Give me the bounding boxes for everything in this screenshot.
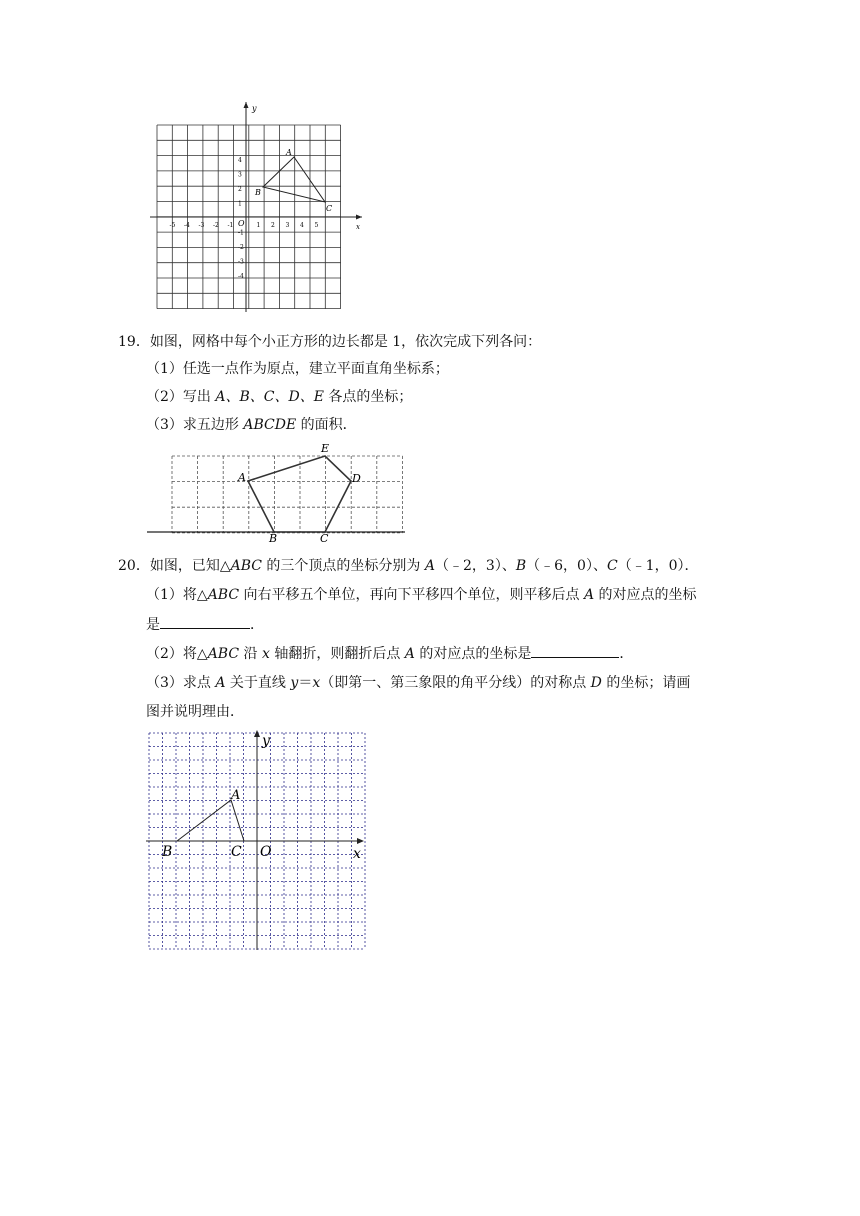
fig1-y-label: y bbox=[252, 104, 257, 113]
q19-part2-points: A、B、C、D、E bbox=[215, 389, 324, 405]
q20-p2-c: 沿 bbox=[239, 646, 262, 662]
q20-stem-f: B bbox=[515, 558, 527, 574]
q20-stem-b: ABC bbox=[230, 558, 262, 574]
q20-part1-cont bbox=[146, 614, 264, 635]
fig1-y-tick: -3 bbox=[238, 258, 244, 266]
q20-y-label: y bbox=[262, 733, 270, 749]
q20-p3-h: D bbox=[590, 675, 602, 691]
q20-stem-a: 如图，已知△ bbox=[149, 558, 231, 574]
q20-answer-blank-2[interactable] bbox=[531, 643, 619, 658]
q20-p1-c: 向右平移五个单位，再向下平移四个单位，则平移后点 bbox=[239, 587, 584, 603]
fig1-x-tick: -2 bbox=[213, 222, 219, 229]
fig1-x-tick: 2 bbox=[271, 222, 275, 229]
q20-label-c: C bbox=[231, 844, 242, 860]
q19-part2-text-a: （2）写出 bbox=[146, 389, 216, 405]
fig1-point-b-label: B bbox=[255, 188, 261, 197]
q19-part3-text-c: 的面积． bbox=[296, 417, 357, 433]
fig1-y-tick: -2 bbox=[238, 244, 244, 251]
q20-p3-f: x bbox=[312, 675, 321, 691]
fig1-x-tick: -1 bbox=[227, 222, 234, 229]
fig1-y-tick: -4 bbox=[238, 273, 244, 280]
q20-p3-b: A bbox=[215, 675, 226, 691]
fig1-point-c-label: C bbox=[326, 204, 333, 213]
q19-label-c: C bbox=[320, 532, 329, 544]
q19-label-b: B bbox=[269, 532, 278, 544]
q20-part1 bbox=[146, 585, 697, 605]
q20-p2-b: ABC bbox=[207, 646, 240, 662]
fig1-x-tick: 3 bbox=[285, 222, 290, 229]
fig1-y-tick: 4 bbox=[238, 157, 242, 164]
q20-answer-blank-1[interactable] bbox=[160, 614, 250, 629]
fig1-y-tick: 3 bbox=[238, 171, 242, 179]
q20-p2-d: x bbox=[261, 646, 270, 662]
q19-part1: （1）任选一点作为原点，建立平面直角坐标系； bbox=[146, 361, 449, 377]
q19-part3-text-a: （3）求五边形 bbox=[146, 417, 244, 433]
figure-q20-coordinate-grid bbox=[146, 728, 370, 953]
q20-p2-f: A bbox=[404, 646, 415, 662]
q20-label-b: B bbox=[162, 844, 173, 860]
q20-p2-g: 的对应点的坐标是 bbox=[414, 646, 532, 662]
q19-part3 bbox=[146, 415, 357, 435]
q20-stem bbox=[118, 556, 699, 576]
q19-label-e: E bbox=[321, 442, 330, 455]
fig1-origin-label: O bbox=[238, 219, 245, 228]
fig1-y-tick: 2 bbox=[238, 186, 242, 193]
q20-x-label: x bbox=[353, 846, 361, 862]
q20-p1-f: 是 bbox=[146, 617, 160, 633]
q20-stem-i: （﹣1，0）． bbox=[617, 558, 699, 574]
q20-label-o: O bbox=[260, 844, 272, 860]
q19-part2-text-c: 各点的坐标； bbox=[323, 389, 413, 405]
fig1-x-tick: 5 bbox=[314, 222, 319, 229]
q20-p3-d: y bbox=[290, 675, 299, 691]
q20-part2 bbox=[146, 643, 633, 664]
q20-part3 bbox=[146, 673, 690, 693]
q20-triangle-abc bbox=[177, 800, 244, 841]
q20-p1-b: ABC bbox=[207, 587, 240, 603]
q20-stem-c: 的三个顶点的坐标分别为 bbox=[261, 558, 425, 574]
q20-p2-a: （2）将△ bbox=[146, 646, 208, 662]
q20-number: 20． bbox=[118, 558, 150, 574]
figure-q19-pentagon-grid bbox=[145, 441, 410, 544]
q20-p1-g: ． bbox=[250, 617, 264, 633]
figure-1-coordinate-grid bbox=[150, 100, 370, 315]
fig1-x-tick: 4 bbox=[300, 222, 304, 229]
q19-stem-text: 如图，网格中每个小正方形的边长都是 1，依次完成下列各问： bbox=[149, 334, 542, 350]
q20-p1-d: A bbox=[583, 587, 595, 603]
q20-p1-a: （1）将△ bbox=[146, 587, 208, 603]
q19-stem bbox=[118, 332, 541, 352]
q19-number: 19． bbox=[118, 334, 150, 350]
q20-stem-g: （﹣6，0）、 bbox=[526, 558, 607, 574]
q20-p3-g: （即第一、第三象限的角平分线）的对称点 bbox=[320, 675, 591, 691]
q20-p3-e: ＝ bbox=[298, 675, 313, 691]
fig1-y-tick: -1 bbox=[238, 229, 244, 237]
q20-p3-a: （3）求点 bbox=[146, 675, 216, 691]
fig1-x-label: x bbox=[356, 223, 360, 231]
fig1-x-tick: -3 bbox=[198, 222, 205, 229]
fig1-x-tick: -4 bbox=[184, 222, 190, 229]
q20-p2-e: 轴翻折，则翻折后点 bbox=[269, 646, 405, 662]
q20-p3-c: 关于直线 bbox=[225, 675, 291, 691]
q19-pentagon-abcde bbox=[248, 456, 351, 532]
q20-stem-d: A bbox=[424, 558, 436, 574]
q19-part3-polygon: ABCDE bbox=[243, 417, 297, 433]
fig1-triangle-abc bbox=[263, 157, 325, 202]
q20-stem-e: （﹣2，3）、 bbox=[435, 558, 516, 574]
q20-label-a: A bbox=[231, 788, 241, 803]
q20-stem-h: C bbox=[606, 558, 618, 574]
q19-label-d: D bbox=[352, 472, 361, 485]
fig1-point-a-label: A bbox=[286, 148, 292, 157]
q19-part2 bbox=[146, 387, 412, 407]
q20-p2-h: ． bbox=[619, 646, 634, 662]
q20-p1-e: 的对应点的坐标 bbox=[594, 587, 697, 603]
fig1-y-tick: 1 bbox=[238, 200, 242, 208]
q20-p3-i: 的坐标；请画 bbox=[601, 675, 691, 691]
fig1-x-tick: 1 bbox=[256, 222, 261, 229]
q20-part3-cont: 图并说明理由． bbox=[146, 704, 244, 720]
fig1-x-tick: -5 bbox=[169, 222, 176, 229]
q19-label-a: A bbox=[238, 471, 246, 484]
